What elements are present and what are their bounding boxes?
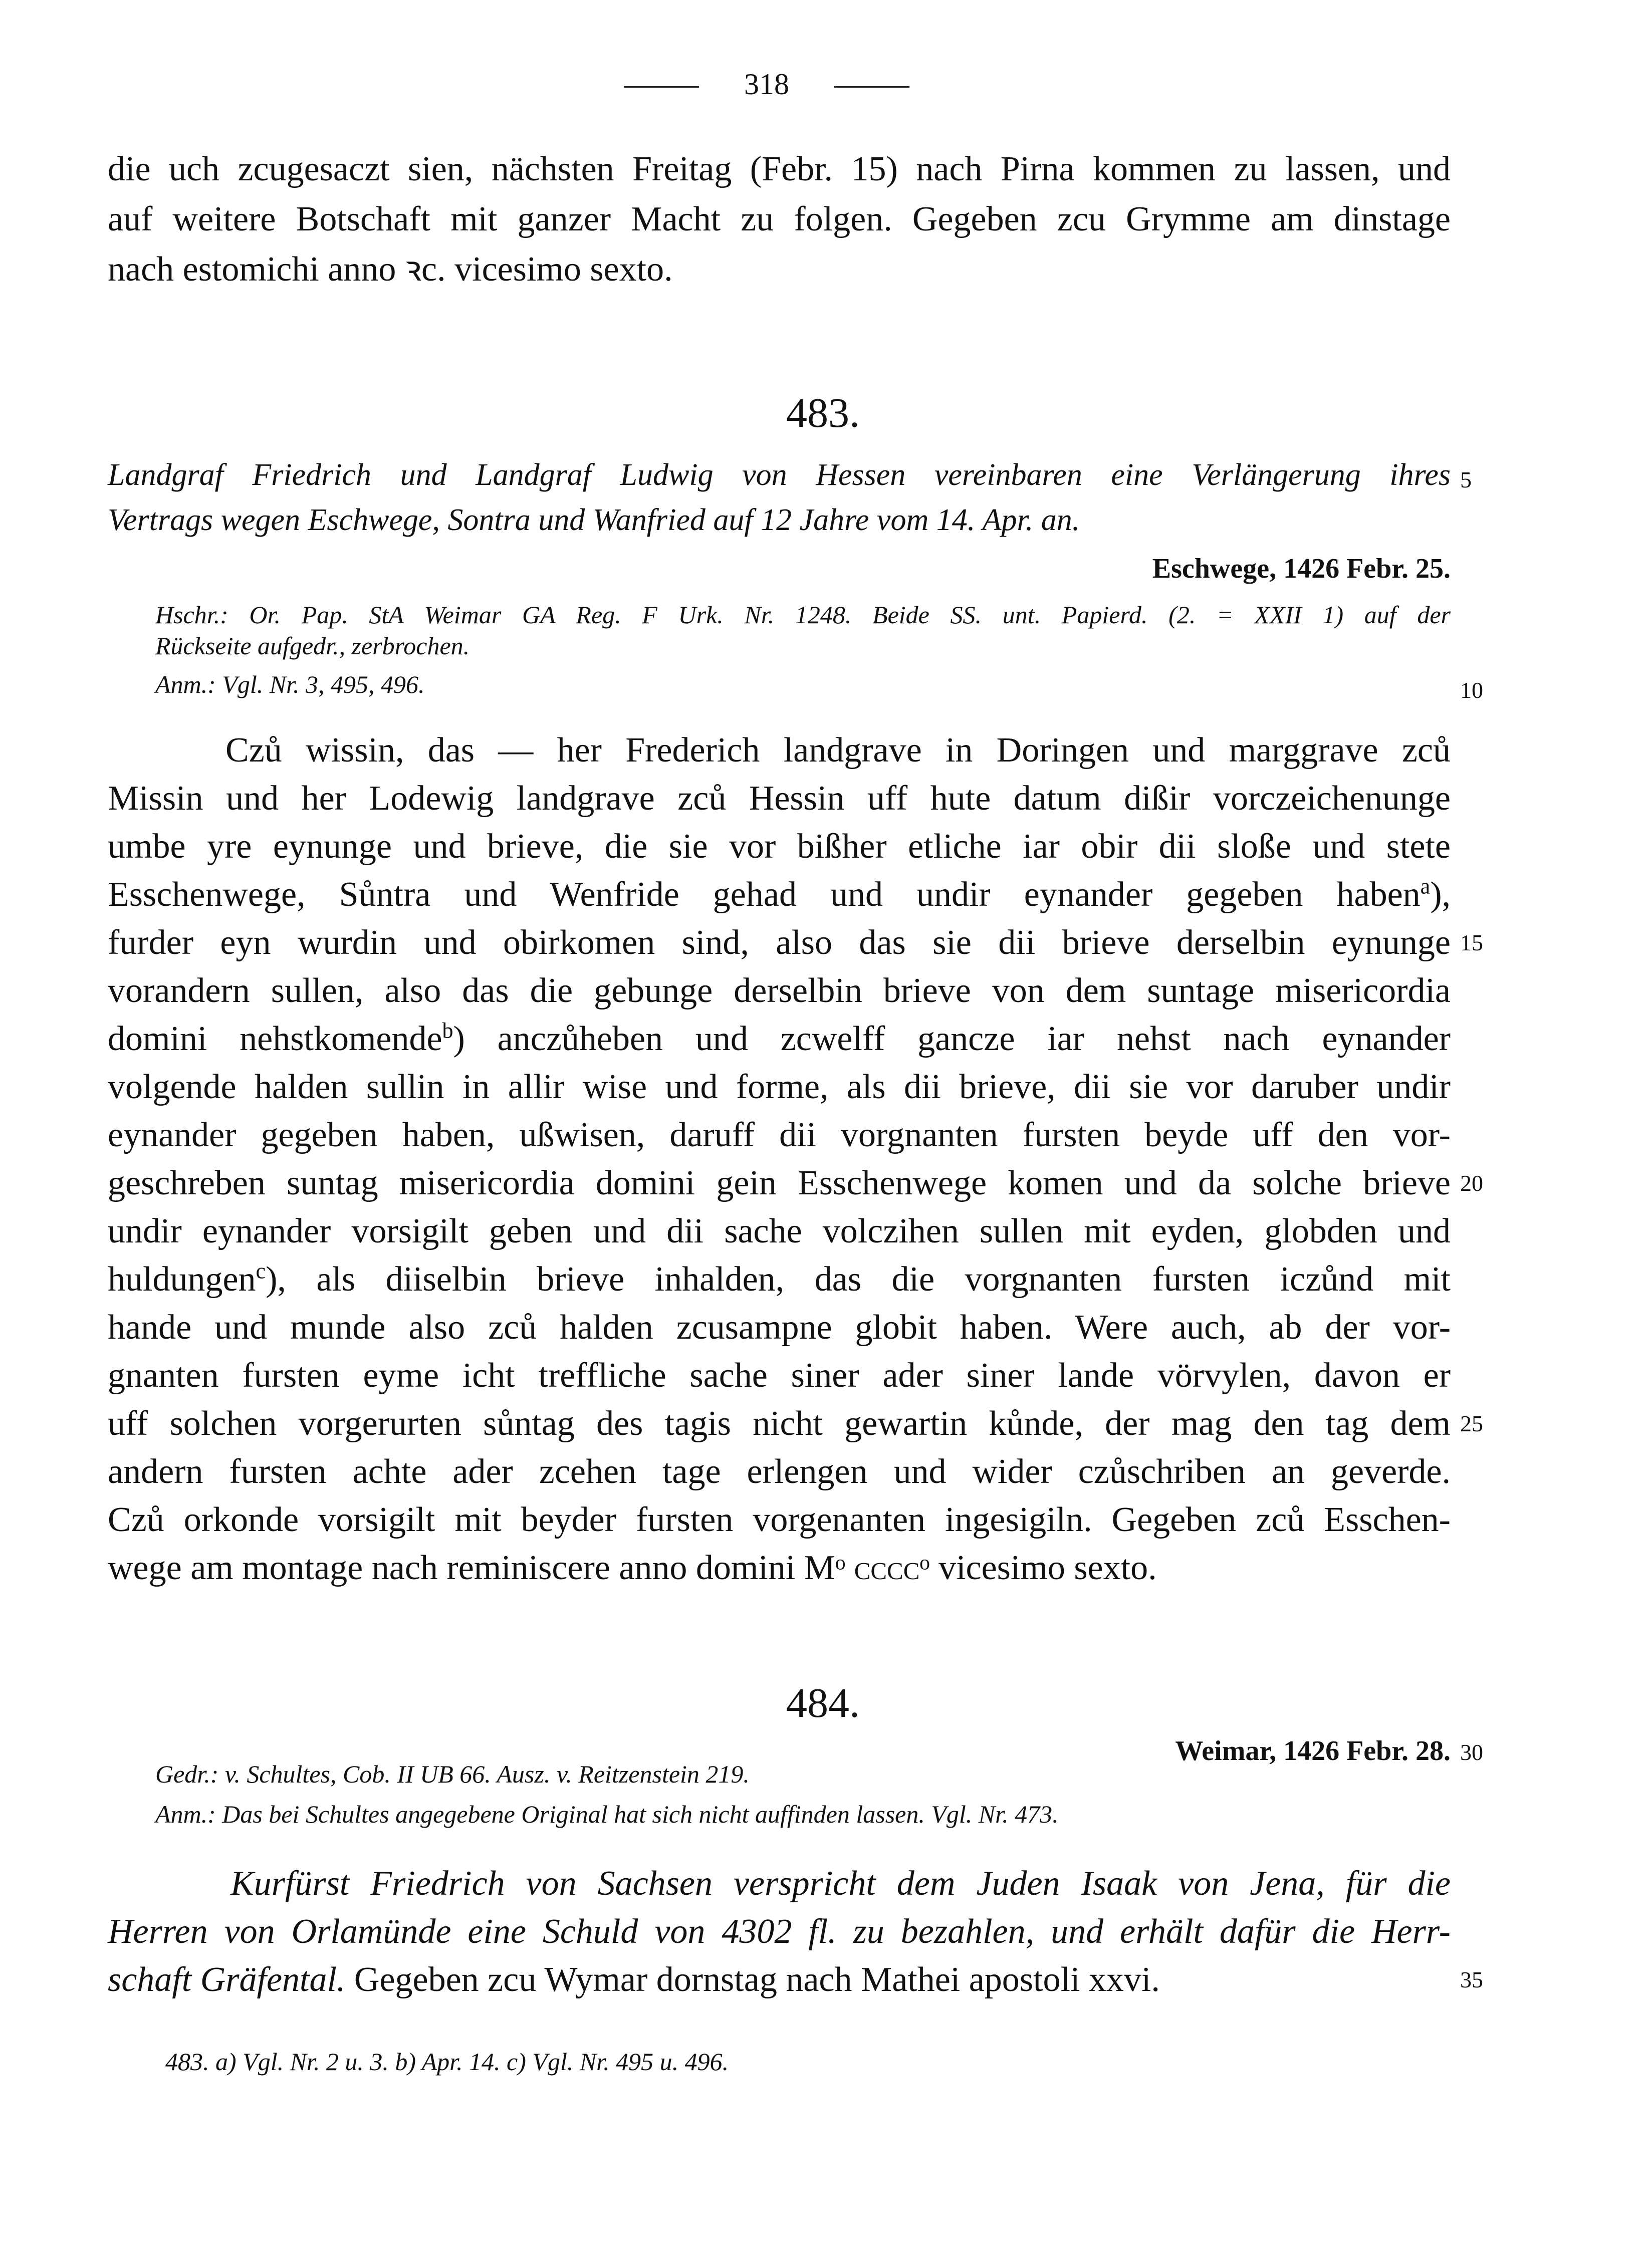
margin-line-number: 15 xyxy=(1460,930,1483,955)
regest-line: Vertrags wegen Eschwege, Sontra und Wanfried auf 12 Jahre vom 14. Apr. an. xyxy=(108,503,1080,537)
regest-line: Kurfürst Friedrich von Sachsen verspricht dem Juden Isaak von Jena, für die xyxy=(230,1864,1451,1903)
margin-line-number: 30 xyxy=(1460,1739,1483,1765)
text-line: Esschenwege, Sůntra und Wenfride gehad und undir eynander gegeben haben$^a$), xyxy=(108,874,1451,914)
regest-line: Landgraf Friedrich und Landgraf Ludwig von Hessen vereinbaren eine Verlängerung ihres xyxy=(108,458,1451,492)
text-line: Missin und her Lodewig landgrave zců Hessin uff hute datum dißir vorczeichenunge xyxy=(108,779,1451,818)
text-line: volgende halden sullin in allir wise und forme, als dii brieve, dii sie vor daruber undir xyxy=(108,1068,1451,1106)
doc-number-483: 483. xyxy=(786,390,860,436)
intro-line: nach estomichi anno ꝛc. vicesimo sexto. xyxy=(108,250,673,289)
margin-line-number: 5 xyxy=(1460,467,1472,492)
text-line: wege am montage nach reminiscere anno domini Mᵒ ccccᵒ vicesimo sexto. xyxy=(108,1549,1157,1587)
text-line: schaft Gräfental. Gegeben zcu Wymar dornstag nach Mathei apostoli xxvi. xyxy=(108,1960,1160,1999)
margin-line-number: 10 xyxy=(1460,677,1483,703)
source-line: Anm.: Vgl. Nr. 3, 495, 496. xyxy=(155,670,425,698)
intro-line: auf weitere Botschaft mit ganzer Macht zu folgen. Gegeben zcu Grymme am dinstage xyxy=(108,200,1451,238)
text-line: huldungen$^c$), als diiselbin brieve inhalden, das die vorgnanten fursten iczůnd mit xyxy=(108,1258,1451,1299)
text-line: andern fursten achte ader zcehen tage erlengen und wider czůschriben an geverde. xyxy=(108,1452,1451,1491)
text-line: undir eynander vorsigilt geben und dii sache volczihen sullen mit eyden, globden und xyxy=(108,1212,1451,1250)
place-date-483: Eschwege, 1426 Febr. 25. xyxy=(1152,553,1451,584)
footnote-mark: a xyxy=(1420,874,1431,899)
footnote-mark: b xyxy=(442,1018,453,1043)
header-rule-right xyxy=(834,86,909,88)
header-rule-left xyxy=(624,86,699,88)
text-line: vorandern sullen, also das die gebunge derselbin brieve von dem suntage misericordia xyxy=(108,971,1451,1010)
footnote-mark: c xyxy=(256,1258,266,1284)
text-line: furder eyn wurdin und obirkomen sind, also das sie dii brieve derselbin eynunge xyxy=(108,923,1451,962)
margin-line-number: 20 xyxy=(1460,1170,1483,1196)
text-line: umbe yre eynunge und brieve, die sie vor bißher etliche iar obir dii sloße und stete xyxy=(108,827,1451,866)
footnote: 483. a) Vgl. Nr. 2 u. 3. b) Apr. 14. c) Vgl. Nr. 495 u. 496. xyxy=(165,2048,729,2076)
year-mark: Mᵒ ccccᵒ xyxy=(804,1549,930,1587)
margin-line-number: 35 xyxy=(1460,1967,1483,1992)
text-line: Czů orkonde vorsigilt mit beyder fursten vorgenanten ingesigiln. Gegeben zců Esschen- xyxy=(108,1500,1451,1539)
text-line: eynander gegeben haben, ußwisen, daruff dii vorgnanten fursten beyde uff den vor- xyxy=(108,1116,1451,1154)
source-line: Hschr.: Or. Pap. StA Weimar GA Reg. F Urk. Nr. 1248. Beide SS. unt. Papierd. (2. = XXII 1) auf der xyxy=(155,601,1451,629)
text-line: uff solchen vorgerurten sůntag des tagis nicht gewartin kůnde, der mag den tag dem xyxy=(108,1404,1451,1443)
text-line: hande und munde also zců halden zcusampne globit haben. Were auch, ab der vor- xyxy=(108,1308,1451,1347)
source-line: Rückseite aufgedr., zerbrochen. xyxy=(155,632,470,660)
text-line: domini nehstkomende$^b$) anczůheben und zcwelff gancze iar nehst nach eynander xyxy=(108,1018,1451,1058)
page-number: 318 xyxy=(744,68,789,101)
source-line: Gedr.: v. Schultes, Cob. II UB 66. Ausz. v. Reitzenstein 219. xyxy=(155,1760,750,1788)
source-line: Anm.: Das bei Schultes angegebene Original hat sich nicht auffinden lassen. Vgl. Nr. 473. xyxy=(155,1800,1059,1828)
regest-line: Herren von Orlamünde eine Schuld von 4302 fl. zu bezahlen, und erhält dafür die Herr- xyxy=(108,1912,1451,1951)
text-line: gnanten fursten eyme icht treffliche sache siner ader siner lande vörvylen, davon er xyxy=(108,1356,1451,1395)
doc-number-484: 484. xyxy=(786,1680,860,1726)
text-line: geschreben suntag misericordia domini gein Esschenwege komen und da solche brieve xyxy=(108,1164,1451,1202)
text-line: Czů wissin, das — her Frederich landgrave in Doringen und marggrave zců xyxy=(225,731,1451,770)
intro-line: die uch zcugesaczt sien, nächsten Freitag (Febr. 15) nach Pirna kommen zu lassen, und xyxy=(108,150,1451,188)
margin-line-number: 25 xyxy=(1460,1411,1483,1436)
place-date-484: Weimar, 1426 Febr. 28. xyxy=(1175,1735,1451,1767)
